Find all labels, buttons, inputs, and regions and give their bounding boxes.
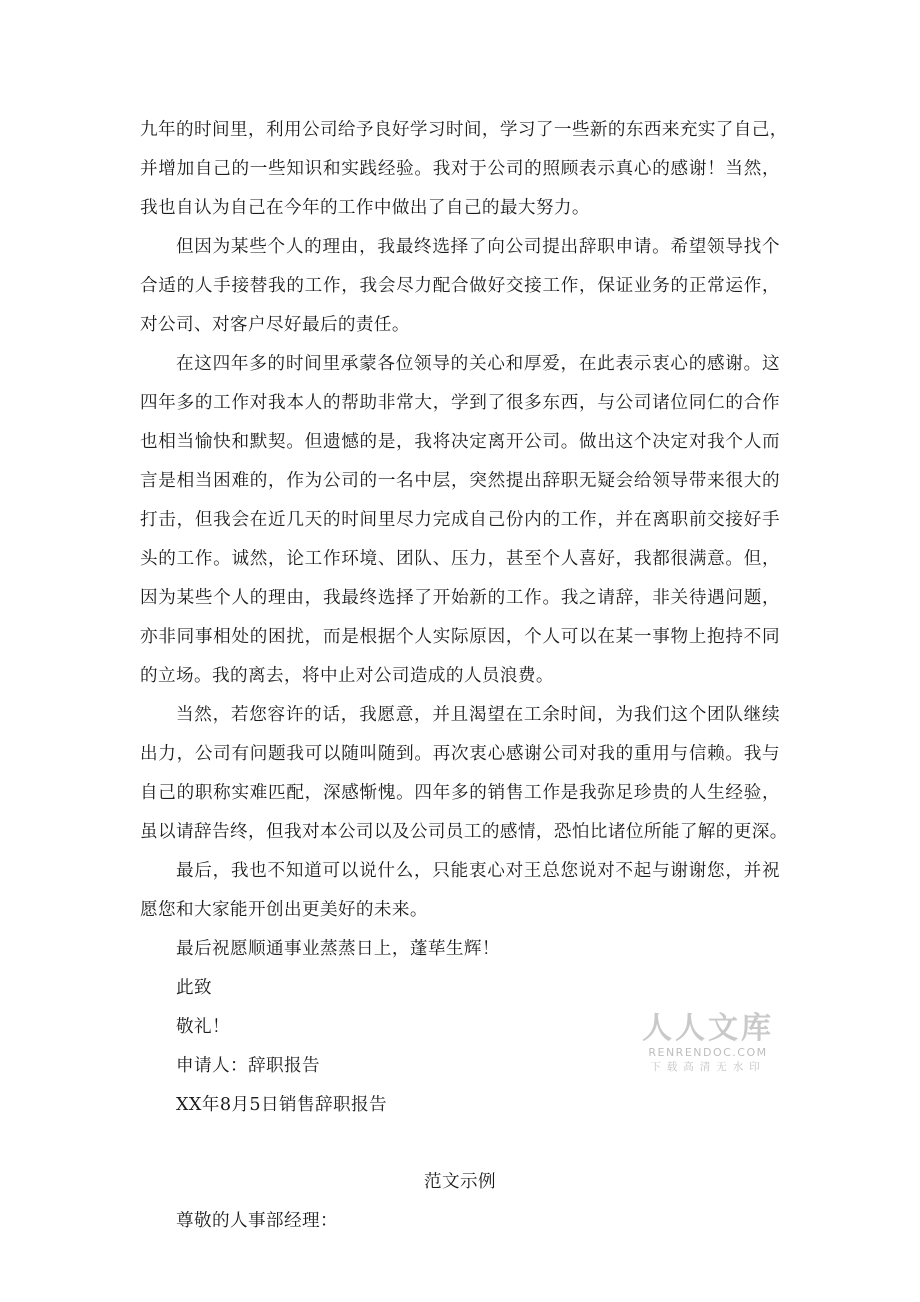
body-line: 虽以请辞告终，但我对本公司以及公司员工的感情，恐怕比诸位所能了解的更深。 xyxy=(140,822,788,842)
body-line: 出力，公司有问题我可以随叫随到。再次衷心感谢公司对我的重用与信赖。我与 xyxy=(140,744,780,764)
body-line: 打击，但我会在近几天的时间里尽力完成自己份内的工作，并在离职前交接好手 xyxy=(140,510,780,530)
body-line: 最后，我也不知道可以说什么，只能衷心对王总您说对不起与谢谢您，并祝 xyxy=(176,861,780,881)
body-line: 在这四年多的时间里承蒙各位领导的关心和厚爱，在此表示衷心的感谢。这 xyxy=(176,354,780,374)
body-line: 合适的人手接替我的工作，我会尽力配合做好交接工作，保证业务的正常运作， xyxy=(140,276,780,296)
body-line: 我也自认为自己在今年的工作中做出了自己的最大努力。 xyxy=(140,198,590,218)
body-line: 自己的职称实难匹配，深感惭愧。四年多的销售工作是我弥足珍贵的人生经验， xyxy=(140,783,780,803)
body-line: 也相当愉快和默契。但遗憾的是，我将决定离开公司。做出这个决定对我个人而 xyxy=(140,432,780,452)
section-title: 范文示例 xyxy=(424,1172,496,1192)
body-line: 但因为某些个人的理由，我最终选择了向公司提出辞职申请。希望领导找个 xyxy=(176,237,780,257)
body-line: 对公司、对客户尽好最后的责任。 xyxy=(140,315,410,335)
body-line: 并增加自己的一些知识和实践经验。我对于公司的照顾表示真心的感谢！当然， xyxy=(140,159,780,179)
watermark-logo-text: 人人文库 xyxy=(642,1011,774,1046)
watermark-tagline: 下载高清无水印 xyxy=(650,1061,766,1073)
body-line: 当然，若您容许的话，我愿意，并且渴望在工余时间，为我们这个团队继续 xyxy=(176,705,780,725)
closing-ci-zhi: 此致 xyxy=(176,978,212,998)
body-line: 因为某些个人的理由，我最终选择了开始新的工作。我之请辞，非关待遇问题， xyxy=(140,588,780,608)
body-line: 亦非同事相处的困扰，而是根据个人实际原因，个人可以在某一事物上抱持不同 xyxy=(140,627,780,647)
closing-wish: 最后祝愿顺通事业蒸蒸日上，蓬荜生辉！ xyxy=(176,939,500,959)
applicant-line: 申请人：辞职报告 xyxy=(176,1056,320,1076)
body-line: 头的工作。诚然，论工作环境、团队、压力，甚至个人喜好，我都很满意。但， xyxy=(140,549,780,569)
body-line: 九年的时间里，利用公司给予良好学习时间，学习了一些新的东西来充实了自己， xyxy=(140,120,788,140)
watermark-domain: RENRENDOC.COM xyxy=(648,1046,768,1059)
body-line: 言是相当困难的，作为公司的一名中层，突然提出辞职无疑会给领导带来很大的 xyxy=(140,471,780,491)
watermark-logo xyxy=(642,1012,774,1074)
body-line: 四年多的工作对我本人的帮助非常大，学到了很多东西，与公司诸位同仁的合作 xyxy=(140,393,780,413)
closing-jing-li: 敬礼！ xyxy=(176,1017,230,1037)
date-line: XX年8月5日销售辞职报告 xyxy=(176,1095,387,1115)
salutation: 尊敬的人事部经理： xyxy=(176,1211,338,1231)
body-line: 的立场。我的离去，将中止对公司造成的人员浪费。 xyxy=(140,666,554,686)
body-line: 愿您和大家能开创出更美好的未来。 xyxy=(140,900,428,920)
